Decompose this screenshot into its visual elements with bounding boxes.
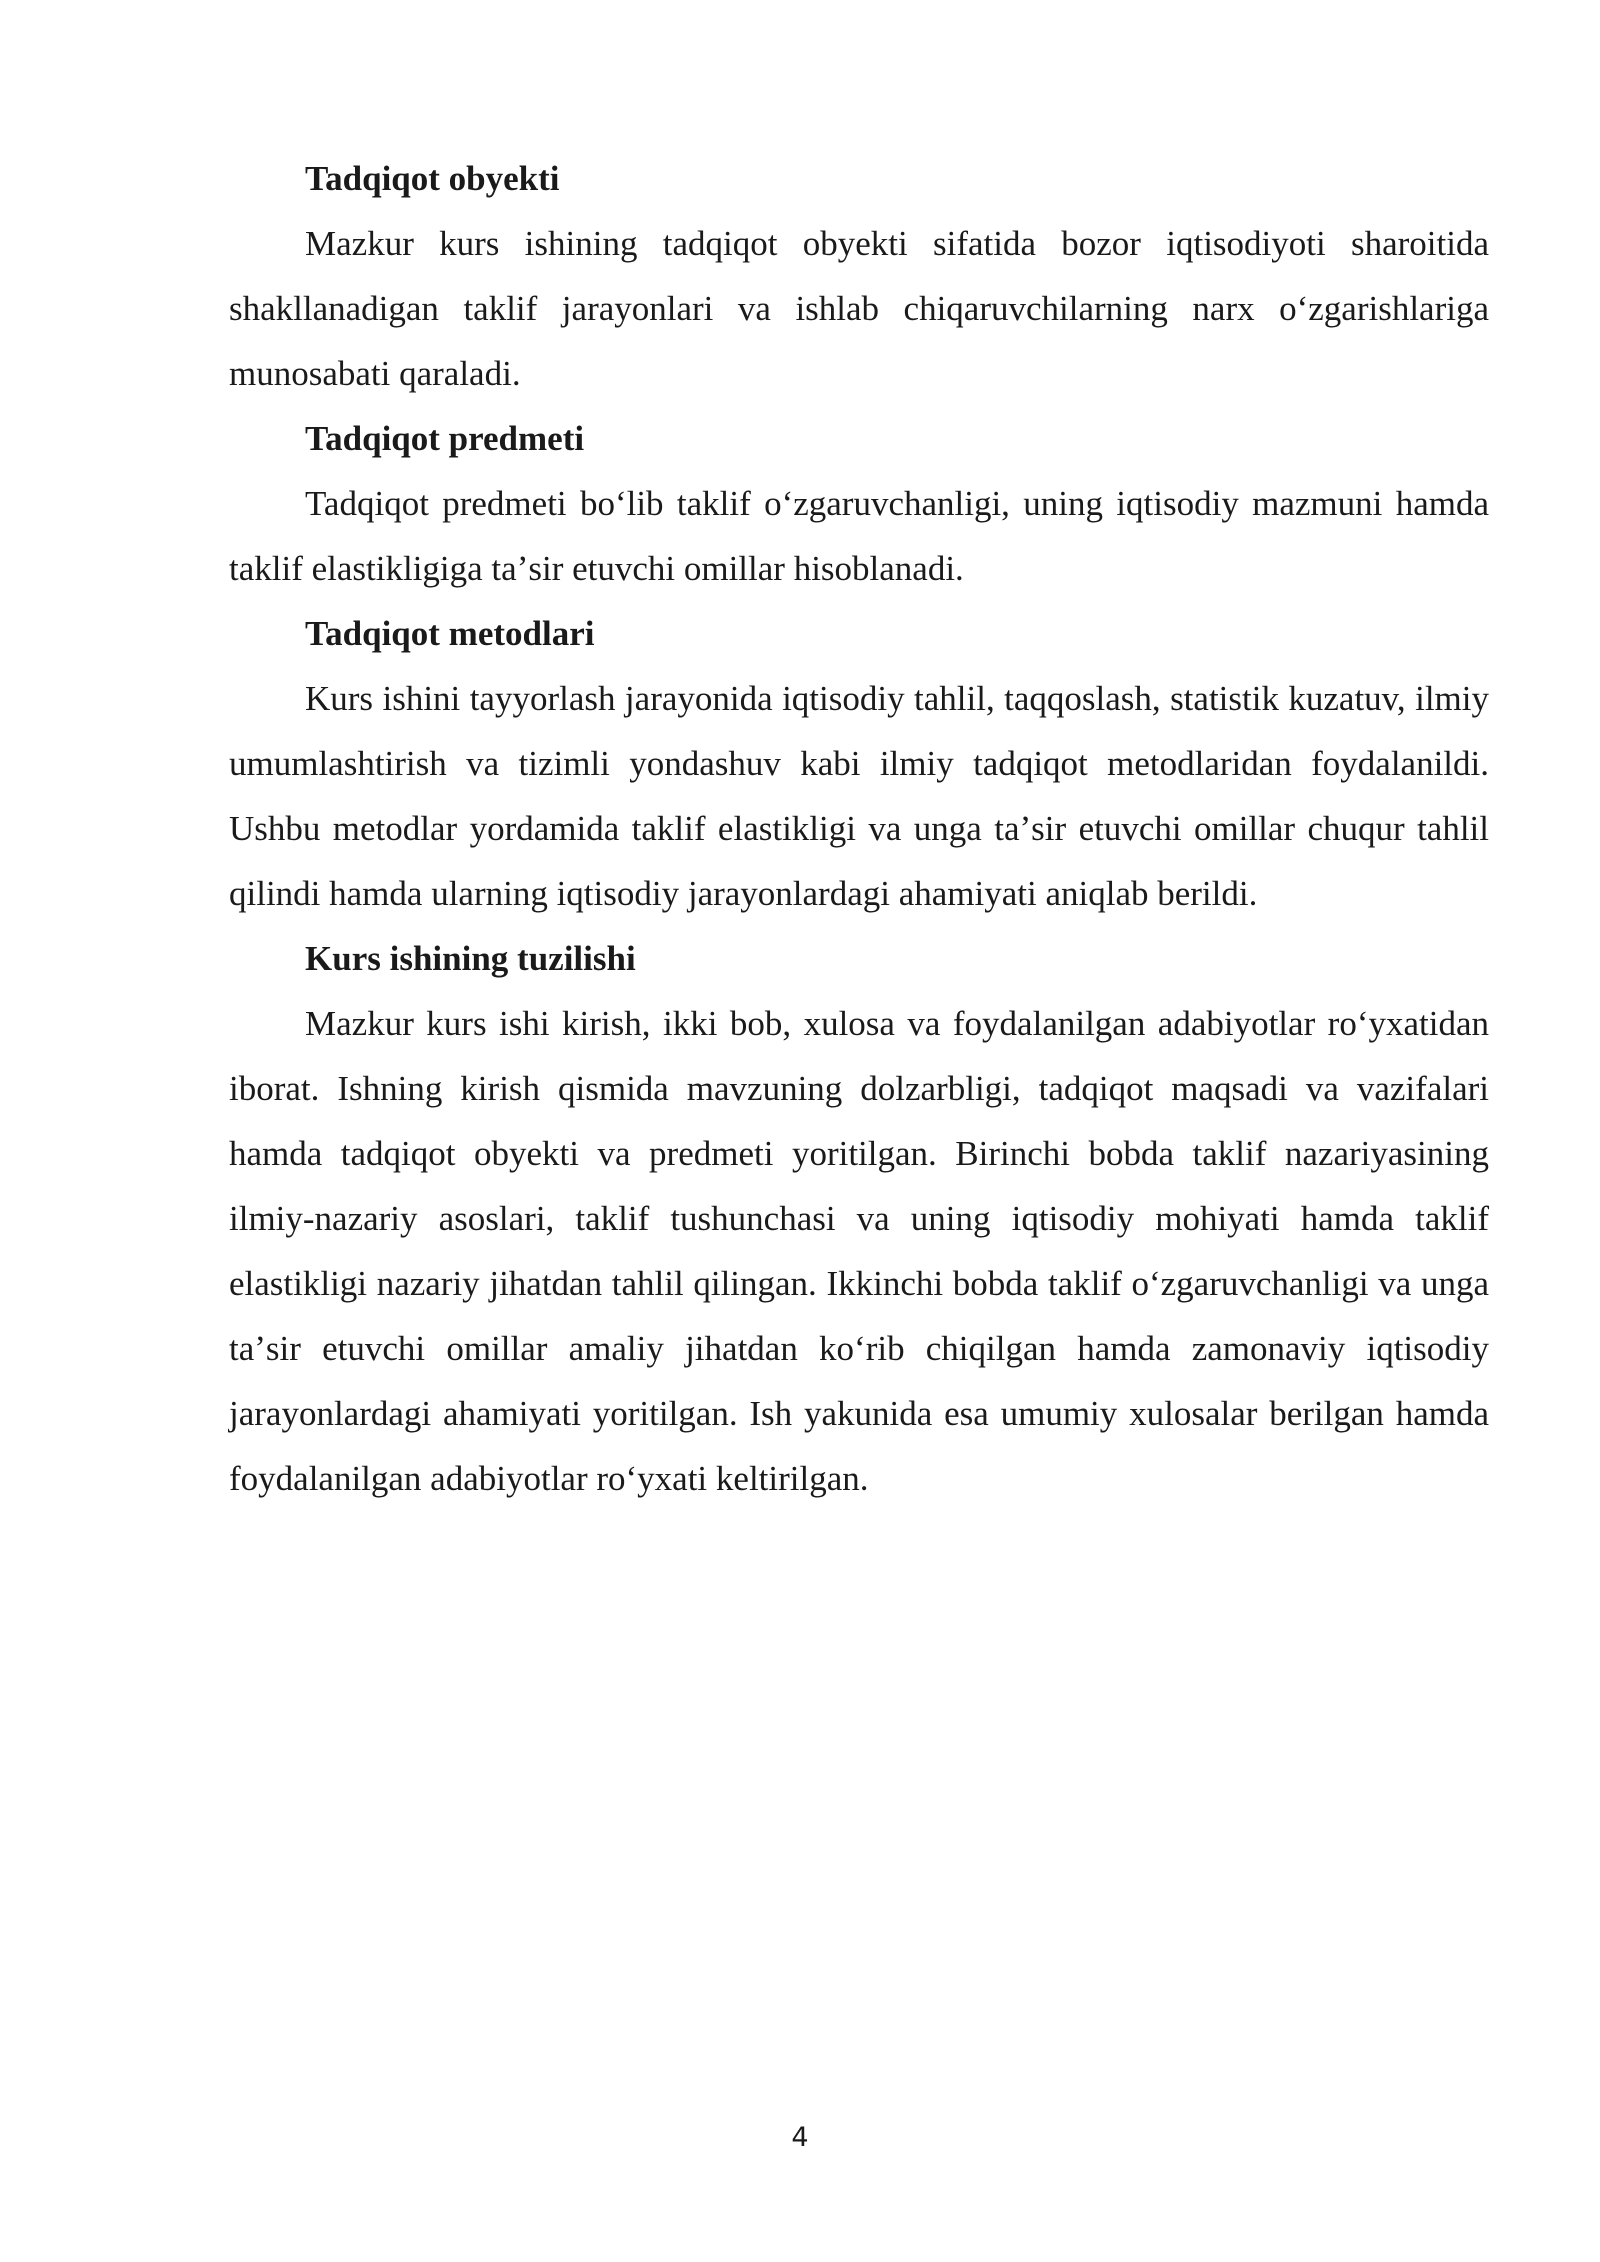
section-paragraph: Mazkur kurs ishining tadqiqot obyekti sifatida bozor iqtisodiyoti sharoitida shakllanadigan taklif jarayonlari va ishlab chiqaruvchilarning narx oʻzgarishlariga munosabati qaraladi.: [229, 224, 1489, 393]
section-research-subject: [229, 406, 1489, 601]
document-body: [229, 146, 1489, 1511]
section-paragraph: Mazkur kurs ishi kirish, ikki bob, xulosa va foydalanilgan adabiyotlar roʻyxatidan iborat. Ishning kirish qismida mavzuning dolzarbligi, tadqiqot maqsadi va vazifalari hamda tadqiqot obyekti va predmeti yoritilgan. Birinchi bobda taklif nazariyasining ilmiy-nazariy asoslari, taklif tushunchasi va uning iqtisodiy mohiyati hamda taklif elastikligi nazariy jihatdan tahlil qilingan. Ikkinchi bobda taklif oʻzgaruvchanligi va unga taʼsir etuvchi omillar amaliy jihatdan koʻrib chiqilgan hamda zamonaviy iqtisodiy jarayonlardagi ahamiyati yoritilgan. Ish yakunida esa umumiy xulosalar berilgan hamda foydalanilgan adabiyotlar roʻyxati keltirilgan.: [229, 1004, 1489, 1498]
section-heading: Tadqiqot predmeti: [305, 419, 585, 458]
section-paragraph: Kurs ishini tayyorlash jarayonida iqtisodiy tahlil, taqqoslash, statistik kuzatuv, ilmiy umumlashtirish va tizimli yondashuv kabi ilmiy tadqiqot metodlaridan foydalanildi. Ushbu metodlar yordamida taklif elastikligi va unga taʼsir etuvchi omillar chuqur tahlil qilindi hamda ularning iqtisodiy jarayonlardagi ahamiyati aniqlab berildi.: [229, 679, 1489, 913]
page-number: 4: [791, 2122, 809, 2153]
section-heading: Tadqiqot obyekti: [305, 159, 560, 198]
section-work-structure: [229, 926, 1489, 1511]
section-heading: Tadqiqot metodlari: [305, 614, 595, 653]
section-research-methods: [229, 601, 1489, 926]
section-research-object: [229, 146, 1489, 406]
section-heading: Kurs ishining tuzilishi: [305, 939, 636, 978]
section-paragraph: Tadqiqot predmeti boʻlib taklif oʻzgaruvchanligi, uning iqtisodiy mazmuni hamda taklif elastikligiga taʼsir etuvchi omillar hisoblanadi.: [229, 484, 1489, 588]
